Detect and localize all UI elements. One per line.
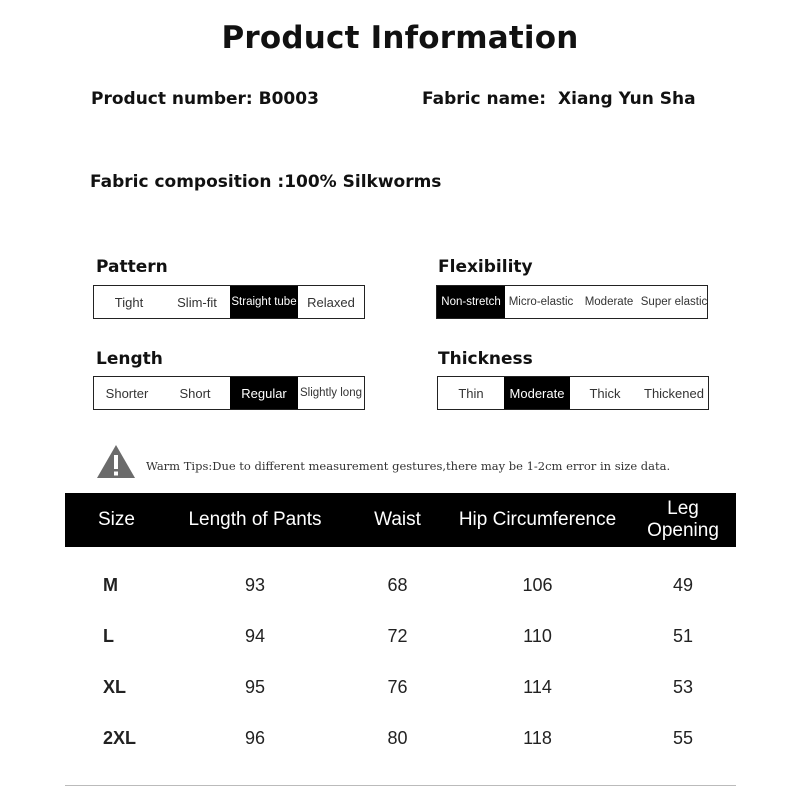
warm-tip-text: Warm Tips:Due to different measurement gestures,there may be 1-2cm error in size data. <box>146 459 671 473</box>
cell-waist: 68 <box>387 575 408 595</box>
header-size: Size <box>98 509 135 530</box>
cell-hip: 118 <box>523 728 552 748</box>
table-row <box>65 560 736 611</box>
table-row <box>65 662 736 713</box>
cell-leg-opening: 49 <box>672 575 694 595</box>
thickness-option-moderate: Moderate <box>504 377 570 409</box>
cell-size: M <box>103 575 118 595</box>
flexibility-option-non-stretch: Non-stretch <box>437 286 505 318</box>
cell-size: 2XL <box>103 728 137 748</box>
cell-leg-opening: 53 <box>672 677 694 697</box>
table-row <box>65 713 736 764</box>
cell-hip: 114 <box>523 677 552 697</box>
pattern-label: Pattern <box>96 257 168 277</box>
length-option-short: Short <box>179 385 211 401</box>
pattern-options <box>93 285 365 319</box>
cell-hip: 106 <box>522 575 553 595</box>
fabric-name-value: Xiang Yun Sha <box>558 89 696 109</box>
header-waist: Waist <box>374 509 421 530</box>
cell-length: 96 <box>244 728 266 748</box>
cell-length: 93 <box>244 575 266 595</box>
cell-leg-opening: 55 <box>672 728 694 748</box>
length-option-regular: Regular <box>230 377 298 409</box>
thickness-options <box>437 376 709 410</box>
length-option-shorter: Shorter <box>105 385 149 401</box>
thickness-option-thickened: Thickened <box>644 385 704 401</box>
flexibility-option-moderate: Moderate <box>584 296 634 308</box>
flexibility-options <box>436 285 708 319</box>
table-header <box>65 493 736 547</box>
cell-leg-opening: 51 <box>672 626 694 646</box>
pattern-option-straight-tube: Straight tube <box>230 286 298 318</box>
length-options <box>93 376 365 410</box>
flexibility-label: Flexibility <box>438 257 533 277</box>
fabric-composition-label: Fabric composition : <box>90 172 285 192</box>
pattern-option-relaxed: Relaxed <box>307 294 355 310</box>
header-length-of-pants: Length of Pants <box>188 509 322 530</box>
flexibility-option-micro-elastic: Micro-elastic <box>508 296 574 308</box>
cell-length: 95 <box>244 677 266 697</box>
cell-hip: 110 <box>523 626 552 646</box>
length-label: Length <box>96 349 163 369</box>
size-table <box>65 493 736 764</box>
header-hip-circumference: Hip Circumference <box>458 509 617 530</box>
cell-size: XL <box>103 677 127 697</box>
fabric-name <box>422 89 696 109</box>
product-number-label: Product number: <box>91 89 253 109</box>
pattern-option-tight: Tight <box>114 294 144 310</box>
product-number-value: B0003 <box>258 89 319 109</box>
product-number <box>91 89 319 109</box>
page-title: Product Information <box>221 20 579 56</box>
table-row <box>65 611 736 662</box>
warning-icon <box>96 444 136 480</box>
cell-waist: 80 <box>387 728 408 748</box>
thickness-label: Thickness <box>438 349 533 369</box>
warm-tip <box>96 444 670 480</box>
pattern-option-slim-fit: Slim-fit <box>177 294 217 310</box>
flexibility-option-super-elastic: Super elastic <box>641 296 707 308</box>
table-body <box>65 547 736 764</box>
fabric-name-label: Fabric name: <box>422 89 547 109</box>
header-leg-opening: Leg Opening <box>647 498 719 541</box>
cell-waist: 72 <box>387 626 408 646</box>
thickness-option-thin: Thin <box>458 385 484 401</box>
fabric-composition <box>90 172 441 192</box>
cell-waist: 76 <box>387 677 408 697</box>
length-option-slightly-long: Slightly long <box>299 387 362 399</box>
cell-size: L <box>103 626 114 646</box>
cell-length: 94 <box>244 626 266 646</box>
fabric-composition-value: 100% Silkworms <box>284 172 442 192</box>
thickness-option-thick: Thick <box>589 385 621 401</box>
bottom-divider <box>65 785 736 786</box>
